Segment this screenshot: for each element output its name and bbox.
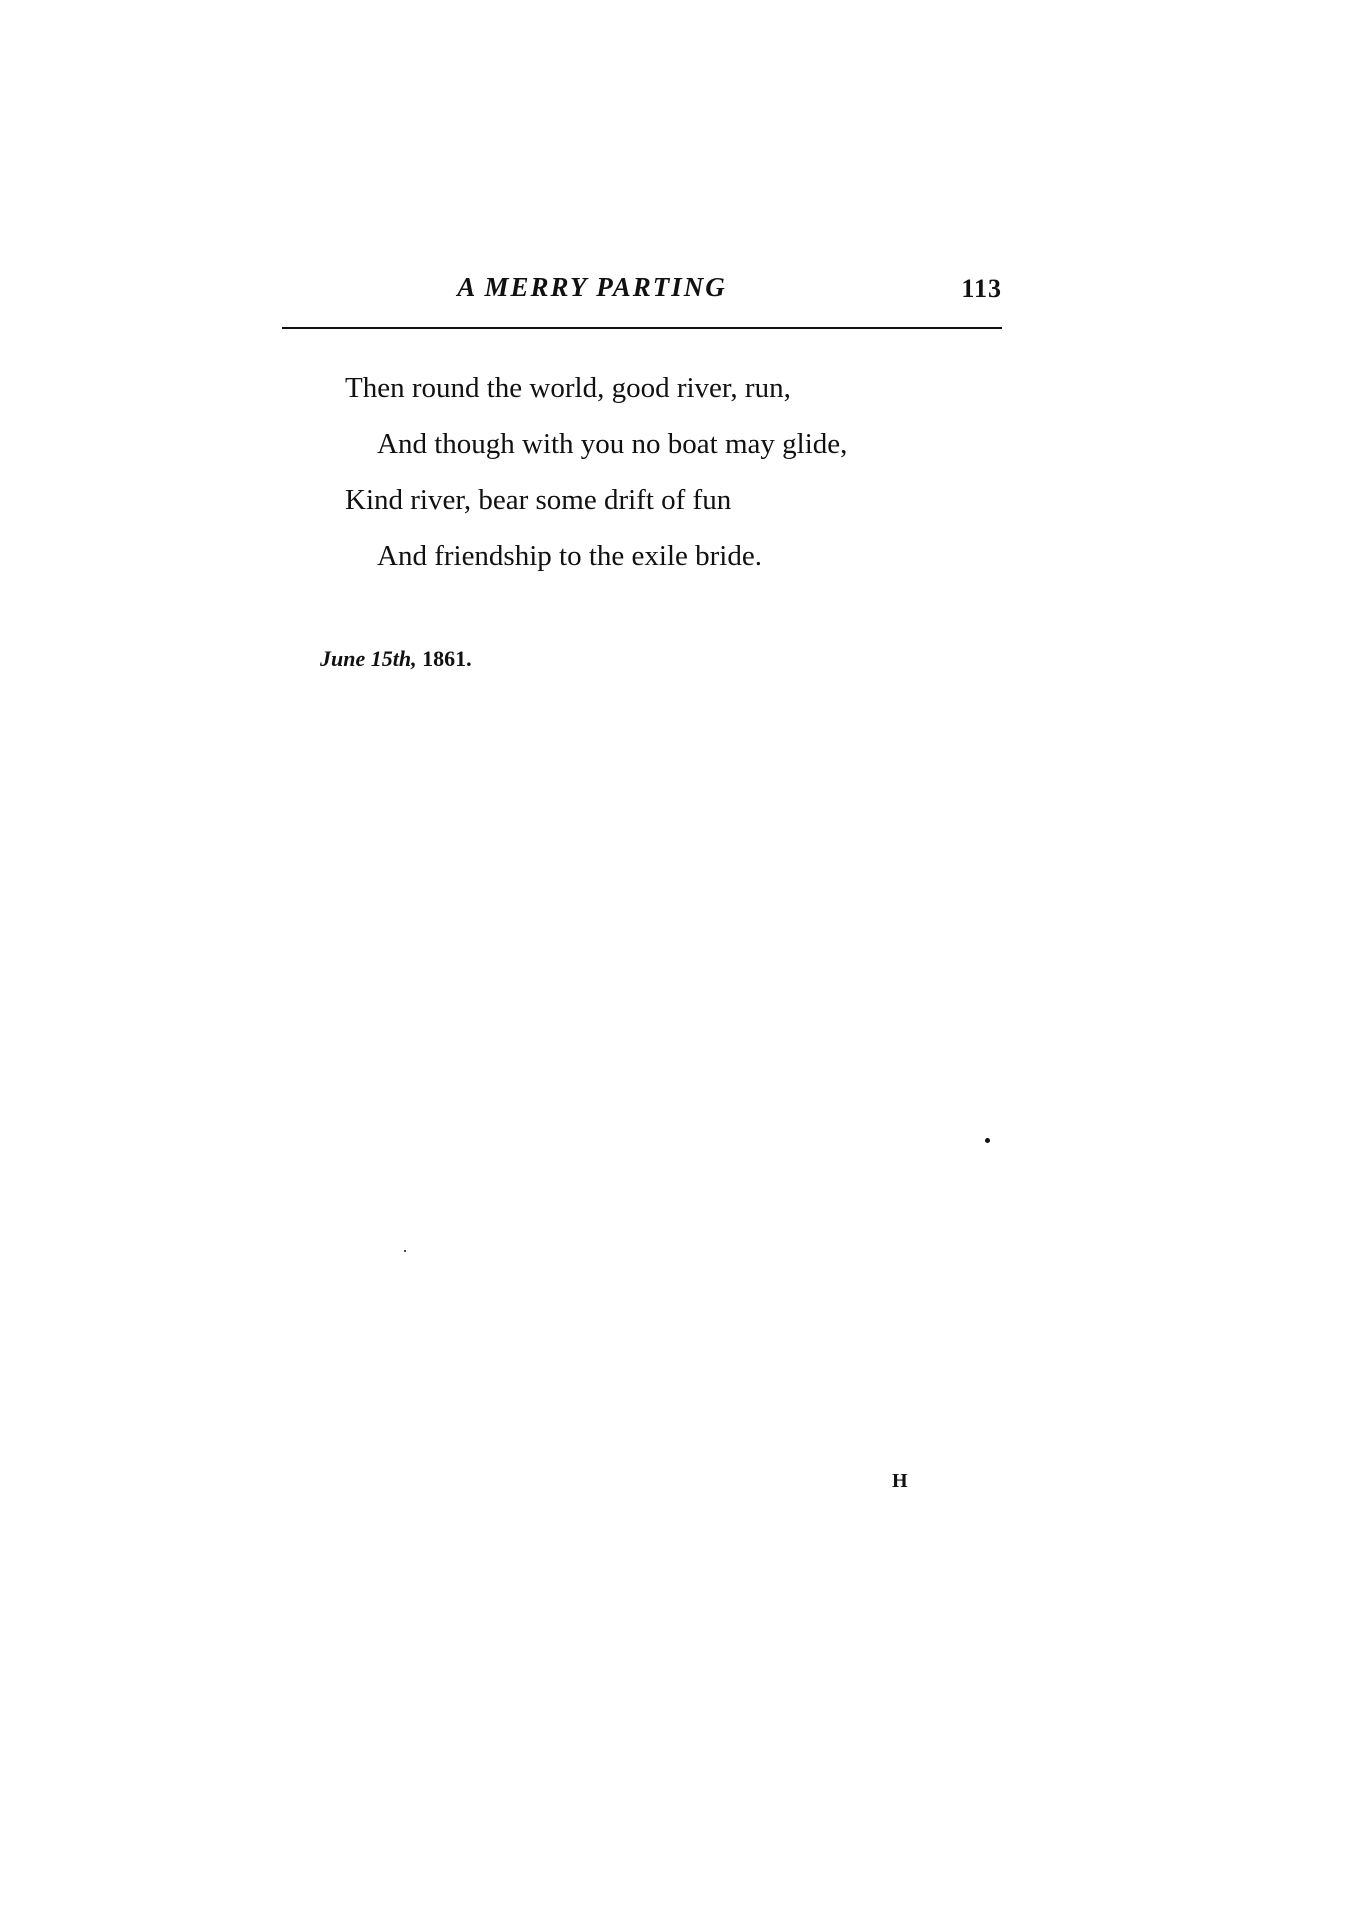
dateline-month: June [320,646,366,671]
signature-mark: H [892,1470,908,1492]
verse-line-2: And though with you no boat may glide, [377,428,848,460]
running-head [282,272,1002,308]
dateline-day-wrap [371,646,417,671]
page-number: 113 [961,274,1002,303]
dateline [320,646,472,672]
dateline-year: 1861. [422,646,472,671]
print-speck [404,1250,406,1252]
verse-line-4: And friendship to the exile bride. [377,540,762,572]
header-rule [282,327,1002,329]
print-speck [985,1138,990,1143]
dateline-day: 15th, [370,646,417,671]
verse-line-3: Kind river, bear some drift of fun [345,484,732,516]
verse-line-1: Then round the world, good river, run, [345,372,791,404]
poem-stanza [345,360,1005,584]
running-title: A MERRY PARTING [457,272,727,302]
